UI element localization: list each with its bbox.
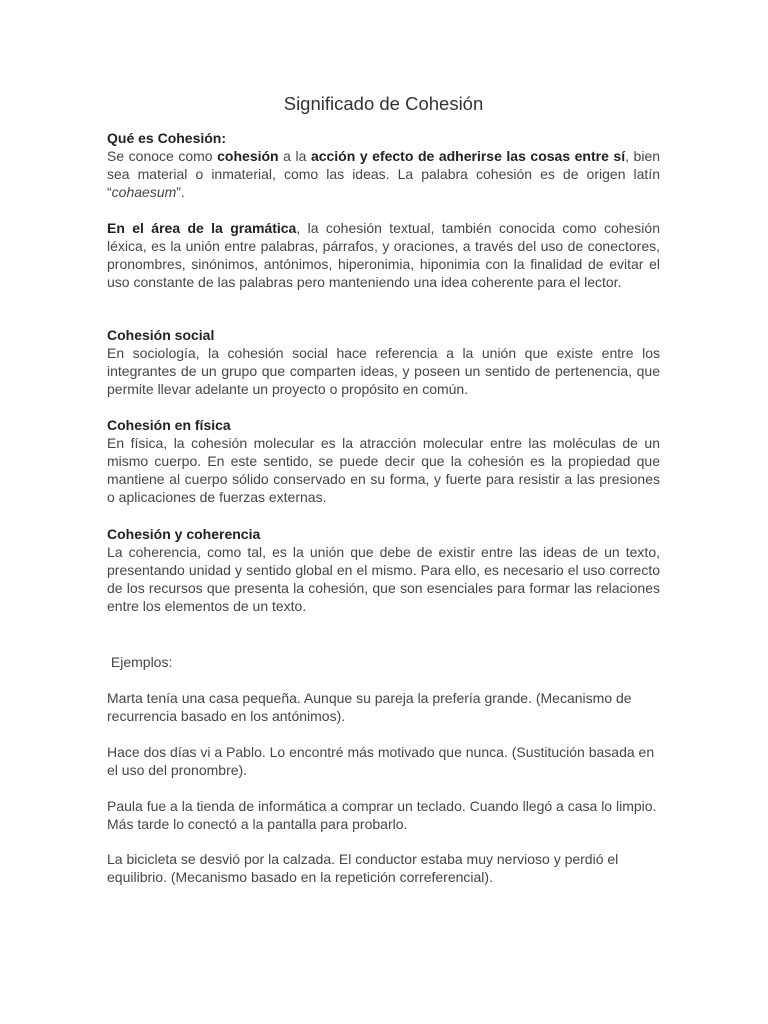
example-item: La bicicleta se desvió por la calzada. El conductor estaba muy nervioso y perdió el equilibrio. (Mecanismo basado en la repetición correferencial).	[107, 851, 619, 885]
section-heading-coherencia: Cohesión y coherencia	[107, 526, 261, 542]
section-heading-fisica: Cohesión en física	[107, 417, 231, 433]
example-item: Hace dos días vi a Pablo. Lo encontré más motivado que nunca. (Sustitución basada en el uso del pronombre).	[107, 744, 655, 778]
document-title: Significado de Cohesión	[283, 93, 484, 114]
paragraph-text: En sociología, la cohesión social hace referencia a la unión que existe entre los integrantes de un grupo que comparten ideas, y poseen un sentido de pertenencia, que permite llevar adelante un proyecto o propósito en común.	[107, 345, 660, 397]
paragraph-text: En física, la cohesión molecular es la atracción molecular entre las moléculas de un mismo cuerpo. En este sentido, se puede decir que la cohesión es la propiedad que mantiene al cuerpo sólido conservado en su forma, y fuerte para resistir a las presiones o aplicaciones de fuerzas externas.	[107, 435, 660, 505]
paragraph-text: , bien sea material o inmaterial, como las ideas. La palabra cohesión es de origen latín “	[107, 148, 661, 200]
paragraph-text: a la	[278, 148, 311, 164]
bold-term: cohesión	[217, 148, 279, 164]
section-coherencia	[107, 525, 660, 615]
italic-term: cohaesum	[111, 184, 177, 200]
paragraph-text: Se conoce como	[107, 148, 218, 164]
section-heading-social: Cohesión social	[107, 327, 215, 343]
bold-term: En el área de la gramática	[107, 220, 297, 236]
section-heading-que-es: Qué es Cohesión:	[107, 130, 227, 146]
section-social	[107, 326, 660, 398]
paragraph-text: La coherencia, como tal, es la unión que debe de existir entre las ideas de un texto, presentando unidad y sentido global en el mismo. Para ello, es necesario el uso correcto de los recursos que presenta la cohesión, que son esenciales para formar las relaciones entre los elementos de un texto.	[107, 544, 660, 614]
example-item: Marta tenía una casa pequeña. Aunque su pareja la prefería grande. (Mecanismo de recurrencia basado en los antónimos).	[107, 690, 632, 724]
section-que-es	[107, 129, 660, 201]
examples-label: Ejemplos:	[107, 654, 173, 670]
bold-term: acción y efecto de adherirse las cosas entre sí	[310, 148, 626, 164]
paragraph-text: ”.	[176, 184, 185, 200]
section-gramatica	[107, 219, 660, 291]
paragraph-text: , la cohesión textual, también conocida como cohesión léxica, es la unión entre palabras, párrafos, y oraciones, a través del uso de conectores, pronombres, sinónimos, antónimos, hiperonimia, hiponimia con la finalidad de evitar el uso constante de las palabras pero manteniendo una idea coherente para el lector.	[107, 220, 660, 290]
section-fisica	[107, 416, 660, 506]
example-item: Paula fue a la tienda de informática a comprar un teclado. Cuando llegó a casa lo limpio. Más tarde lo conectó a la pantalla para probarlo.	[107, 798, 657, 832]
